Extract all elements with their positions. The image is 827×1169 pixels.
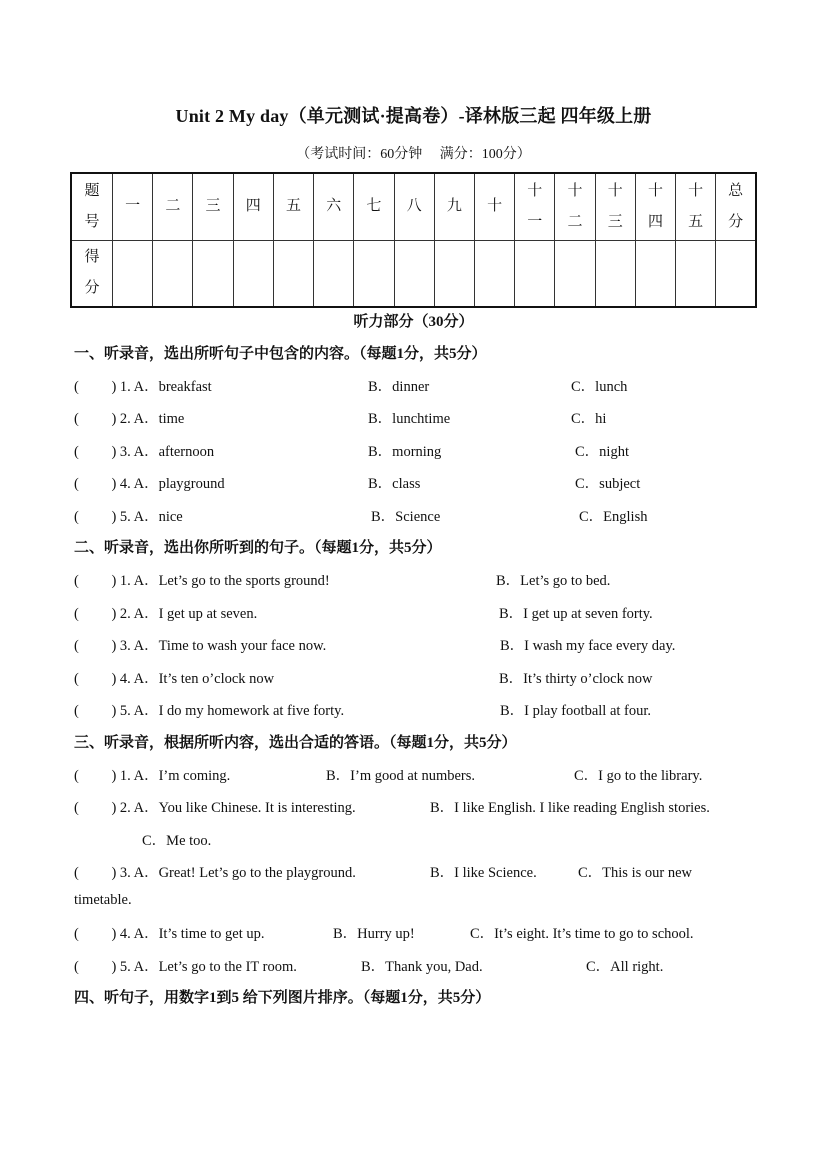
- column-header: 十: [474, 173, 514, 240]
- column-header: 三: [193, 173, 233, 240]
- s3-q5-option-b: B．Thank you, Dad.: [361, 959, 483, 975]
- s1-q5: ( ) 5. A．nice: [74, 509, 183, 525]
- s3-q1-option-c: C．I go to the library.: [574, 768, 703, 784]
- score-table-score-row: [71, 240, 756, 307]
- s2-q5: ( ) 5. A．I do my homework at five forty.: [74, 703, 345, 719]
- column-header: 一: [113, 173, 153, 240]
- score-cell-total[interactable]: [716, 240, 756, 307]
- score-cell[interactable]: [676, 240, 716, 307]
- s3-q3-option-c: C．This is our new: [578, 865, 692, 881]
- s1-q2-option-c: C．hi: [571, 411, 607, 427]
- row-label-question-number: 题 号: [71, 173, 113, 240]
- column-header: 五: [273, 173, 313, 240]
- column-header: 九: [434, 173, 474, 240]
- s2-q2: ( ) 2. A．I get up at seven.: [74, 606, 258, 622]
- section-2-heading: 二、听录音，选出你所听到的句子。（每题1分，共5分）: [74, 540, 442, 556]
- s3-q3-option-c-continued: timetable.: [74, 892, 132, 908]
- page-title: Unit 2 My day（单元测试·提高卷）-译林版三起 四年级上册: [175, 106, 652, 126]
- s2-q3-option-b: B．I wash my face every day.: [500, 638, 676, 654]
- score-table-header-row: [71, 173, 756, 240]
- column-header: 十 二: [555, 173, 595, 240]
- score-cell[interactable]: [434, 240, 474, 307]
- listening-section-heading: 听力部分（30分）: [353, 314, 474, 330]
- score-cell[interactable]: [474, 240, 514, 307]
- column-header: 二: [153, 173, 193, 240]
- s3-q3-option-b: B．I like Science.: [430, 865, 537, 881]
- s3-q4: ( ) 4. A．It’s time to get up.: [74, 926, 265, 942]
- column-header: 六: [314, 173, 354, 240]
- column-header: 七: [354, 173, 394, 240]
- s1-q1-option-b: B．dinner: [368, 379, 430, 395]
- score-cell[interactable]: [113, 240, 153, 307]
- section-3-heading: 三、听录音，根据所听内容，选出合适的答语。（每题1分，共5分）: [74, 735, 517, 751]
- s1-q3-option-c: C．night: [575, 444, 629, 460]
- s2-q5-option-b: B．I play football at four.: [500, 703, 652, 719]
- score-cell[interactable]: [394, 240, 434, 307]
- s2-q1-option-b: B．Let’s go to bed.: [496, 573, 611, 589]
- s3-q4-option-c: C．It’s eight. It’s time to go to school.: [470, 926, 694, 942]
- s1-q4: ( ) 4. A．playground: [74, 476, 225, 492]
- s3-q3: ( ) 3. A．Great! Let’s go to the playground.: [74, 865, 356, 881]
- s2-q4: ( ) 4. A．It’s ten o’clock now: [74, 671, 275, 687]
- score-cell[interactable]: [193, 240, 233, 307]
- score-cell[interactable]: [515, 240, 555, 307]
- s1-q1: ( ) 1. A．breakfast: [74, 379, 212, 395]
- column-header: 十 四: [635, 173, 675, 240]
- s3-q1-option-b: B．I’m good at numbers.: [326, 768, 476, 784]
- section-4-heading: 四、听句子，用数字1到5 给下列图片排序。（每题1分，共5分）: [74, 990, 491, 1006]
- column-header: 八: [394, 173, 434, 240]
- score-cell[interactable]: [555, 240, 595, 307]
- section-1-heading: 一、听录音，选出所听句子中包含的内容。（每题1分，共5分）: [74, 346, 487, 362]
- column-header-total: 总 分: [716, 173, 756, 240]
- s2-q1: ( ) 1. A．Let’s go to the sports ground!: [74, 573, 330, 589]
- s3-q4-option-b: B．Hurry up!: [333, 926, 415, 942]
- score-cell[interactable]: [635, 240, 675, 307]
- score-cell[interactable]: [273, 240, 313, 307]
- score-table: [70, 172, 757, 308]
- s3-q5: ( ) 5. A．Let’s go to the IT room.: [74, 959, 297, 975]
- score-cell[interactable]: [314, 240, 354, 307]
- s1-q4-option-b: B．class: [368, 476, 421, 492]
- s1-q3-option-b: B．morning: [368, 444, 442, 460]
- column-header: 四: [233, 173, 273, 240]
- row-label-score: 得 分: [71, 240, 113, 307]
- s1-q2: ( ) 2. A．time: [74, 411, 185, 427]
- column-header: 十 一: [515, 173, 555, 240]
- s1-q2-option-b: B．lunchtime: [368, 411, 451, 427]
- score-cell[interactable]: [595, 240, 635, 307]
- s3-q5-option-c: C．All right.: [586, 959, 664, 975]
- s2-q3: ( ) 3. A．Time to wash your face now.: [74, 638, 327, 654]
- score-cell[interactable]: [354, 240, 394, 307]
- s3-q2-option-c: C．Me too.: [142, 833, 212, 849]
- s3-q2: ( ) 2. A．You like Chinese. It is interesting.: [74, 800, 356, 816]
- column-header: 十 三: [595, 173, 635, 240]
- s1-q1-option-c: C．lunch: [571, 379, 628, 395]
- s1-q4-option-c: C．subject: [575, 476, 641, 492]
- s2-q4-option-b: B．It’s thirty o’clock now: [499, 671, 653, 687]
- score-cell[interactable]: [233, 240, 273, 307]
- s3-q2-option-b: B．I like English. I like reading English stories.: [430, 800, 710, 816]
- s1-q5-option-c: C．English: [579, 509, 648, 525]
- s2-q2-option-b: B．I get up at seven forty.: [499, 606, 653, 622]
- score-cell[interactable]: [153, 240, 193, 307]
- s1-q3: ( ) 3. A．afternoon: [74, 444, 215, 460]
- s1-q5-option-b: B．Science: [371, 509, 441, 525]
- s3-q1: ( ) 1. A．I’m coming.: [74, 768, 231, 784]
- column-header: 十 五: [676, 173, 716, 240]
- exam-info: （考试时间：60分钟 满分：100分）: [296, 147, 531, 162]
